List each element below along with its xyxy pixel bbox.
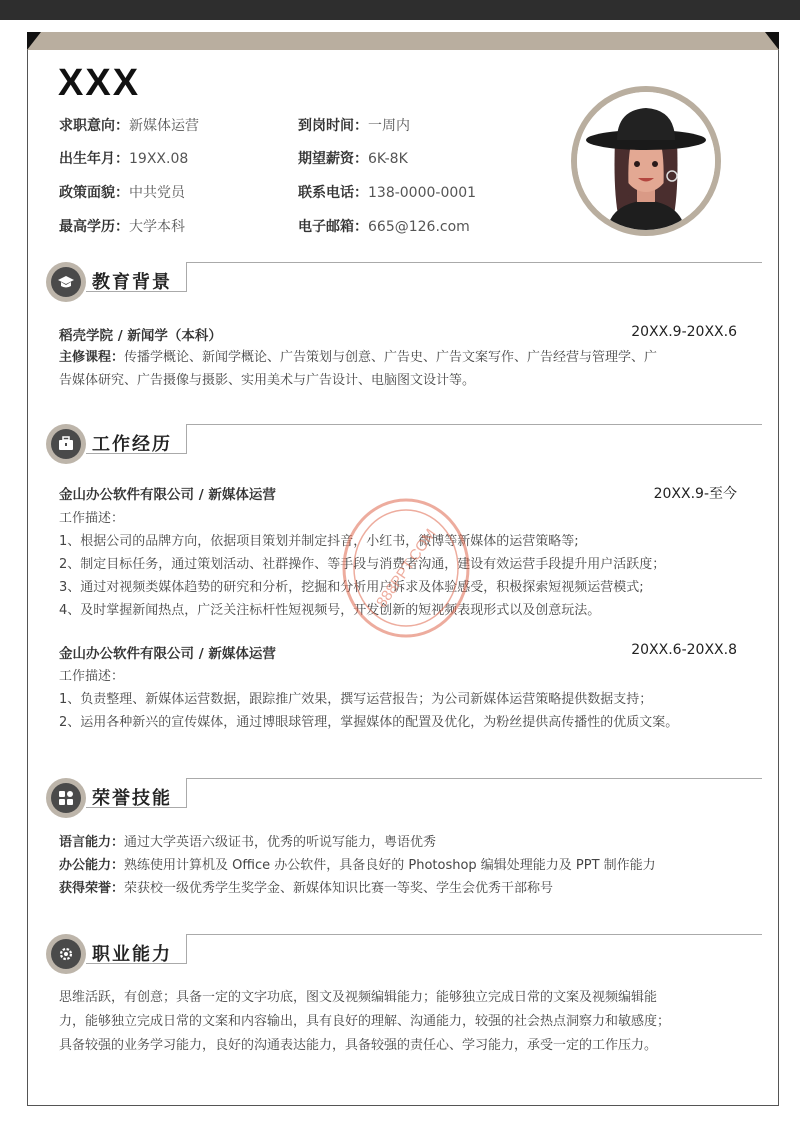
grid-icon — [57, 789, 75, 807]
phone-number: 联系电话：138-0000-0001 — [298, 185, 477, 201]
section-ability — [46, 934, 762, 974]
education-courses: 主修课程：传播学概论、新闻学概论、广告策划与创意、广告史、广告文案写作、广告经营与管理学、广 告媒体研究、广告摄像与摄影、实用美术与广告设计、电脑图文设计等。 — [59, 350, 658, 388]
work-entry-1: 金山办公软件有限公司 / 新媒体运营 20XX.9-至今 — [59, 483, 747, 503]
email-address: 电子邮箱：665@126.com — [298, 219, 470, 235]
education-period: 20XX.9-20XX.6 — [631, 324, 737, 340]
work-period-1: 20XX.9-至今 — [653, 486, 737, 502]
watermark-text: 888PPT.COM — [373, 525, 440, 611]
honor-language: 语言能力：通过大学英语六级证书，优秀的听说写能力，粤语优秀 — [59, 835, 437, 850]
section-title: 教育背景 — [92, 272, 172, 293]
expected-salary: 期望薪资：6K-8K — [298, 151, 408, 167]
section-honors — [46, 778, 762, 818]
work-entry-2: 金山办公软件有限公司 / 新媒体运营 20XX.6-20XX.8 — [59, 642, 737, 662]
gear-icon — [57, 945, 75, 963]
education-entry: 稻壳学院 / 新闻学（本科） 20XX.9-20XX.6 — [59, 324, 737, 344]
birth-date: 出生年月：19XX.08 — [59, 151, 189, 167]
top-dark-bar — [0, 0, 800, 20]
arrival-time: 到岗时间：一周内 — [298, 118, 410, 134]
education-level: 最高学历：大学本科 — [59, 219, 185, 235]
job-intent: 求职意向：新媒体运营 — [59, 118, 199, 134]
work-desc-1: 工作描述： 1、根据公司的品牌方向，依据项目策划并制定抖音，小红书，微博等新媒体的运营策略等; 2、制定目标任务，通过策划活动、社群操作、等手段与消费者沟通，建设有效运营手段提升用户活跃度； 3、通过对视频类媒体趋势的研究和分析，挖掘和分析用户诉求及体验感受，积极探索短视频运营模式; 4、及时掌握新闻热点，广泛关注标杆性短视频号，开发创新的短视频表现形式以及创意玩法。 — [59, 511, 666, 618]
header-banner — [27, 32, 779, 50]
avatar — [571, 86, 721, 236]
candidate-name: XXX — [58, 62, 141, 104]
honors-list — [59, 831, 749, 900]
section-title: 工作经历 — [92, 434, 172, 455]
watermark-stamp — [336, 493, 476, 643]
graduation-cap-icon — [57, 273, 75, 291]
ability-text: 思维活跃，有创意；具备一定的文字功底，图文及视频编辑能力；能够独立完成日常的文案及视频编辑能 力，能够独立完成日常的文案和内容输出，具有良好的理解、沟通能力，较强的社会热点洞察力和敏感度； 具备较强的业务学习能力，良好的沟通表达能力，具备较强的责任心、学习能力，承受一定的工作压力。 — [59, 990, 671, 1053]
avatar-illustration — [577, 92, 715, 230]
section-work — [46, 424, 762, 464]
political-status: 政策面貌：中共党员 — [59, 185, 185, 201]
briefcase-icon — [57, 435, 75, 453]
work-period-2: 20XX.6-20XX.8 — [631, 642, 737, 658]
work-desc-2: 工作描述： 1、负责整理、新媒体运营数据，跟踪推广效果，撰写运营报告；为公司新媒体运营策略提供数据支持； 2、运用各种新兴的宣传媒体，通过博眼球管理，掌握媒体的配置及优化，为粉丝提供高传播性的优质文案。 — [59, 669, 679, 730]
section-title: 荣誉技能 — [92, 788, 172, 809]
honor-office: 办公能力：熟练使用计算机及 Office 办公软件，具备良好的 Photoshop 编辑处理能力及 PPT 制作能力 — [59, 858, 656, 873]
section-education — [46, 262, 762, 302]
section-title: 职业能力 — [92, 944, 172, 965]
honor-awards: 获得荣誉：荣获校一级优秀学生奖学金、新媒体知识比赛一等奖、学生会优秀干部称号 — [59, 881, 554, 896]
